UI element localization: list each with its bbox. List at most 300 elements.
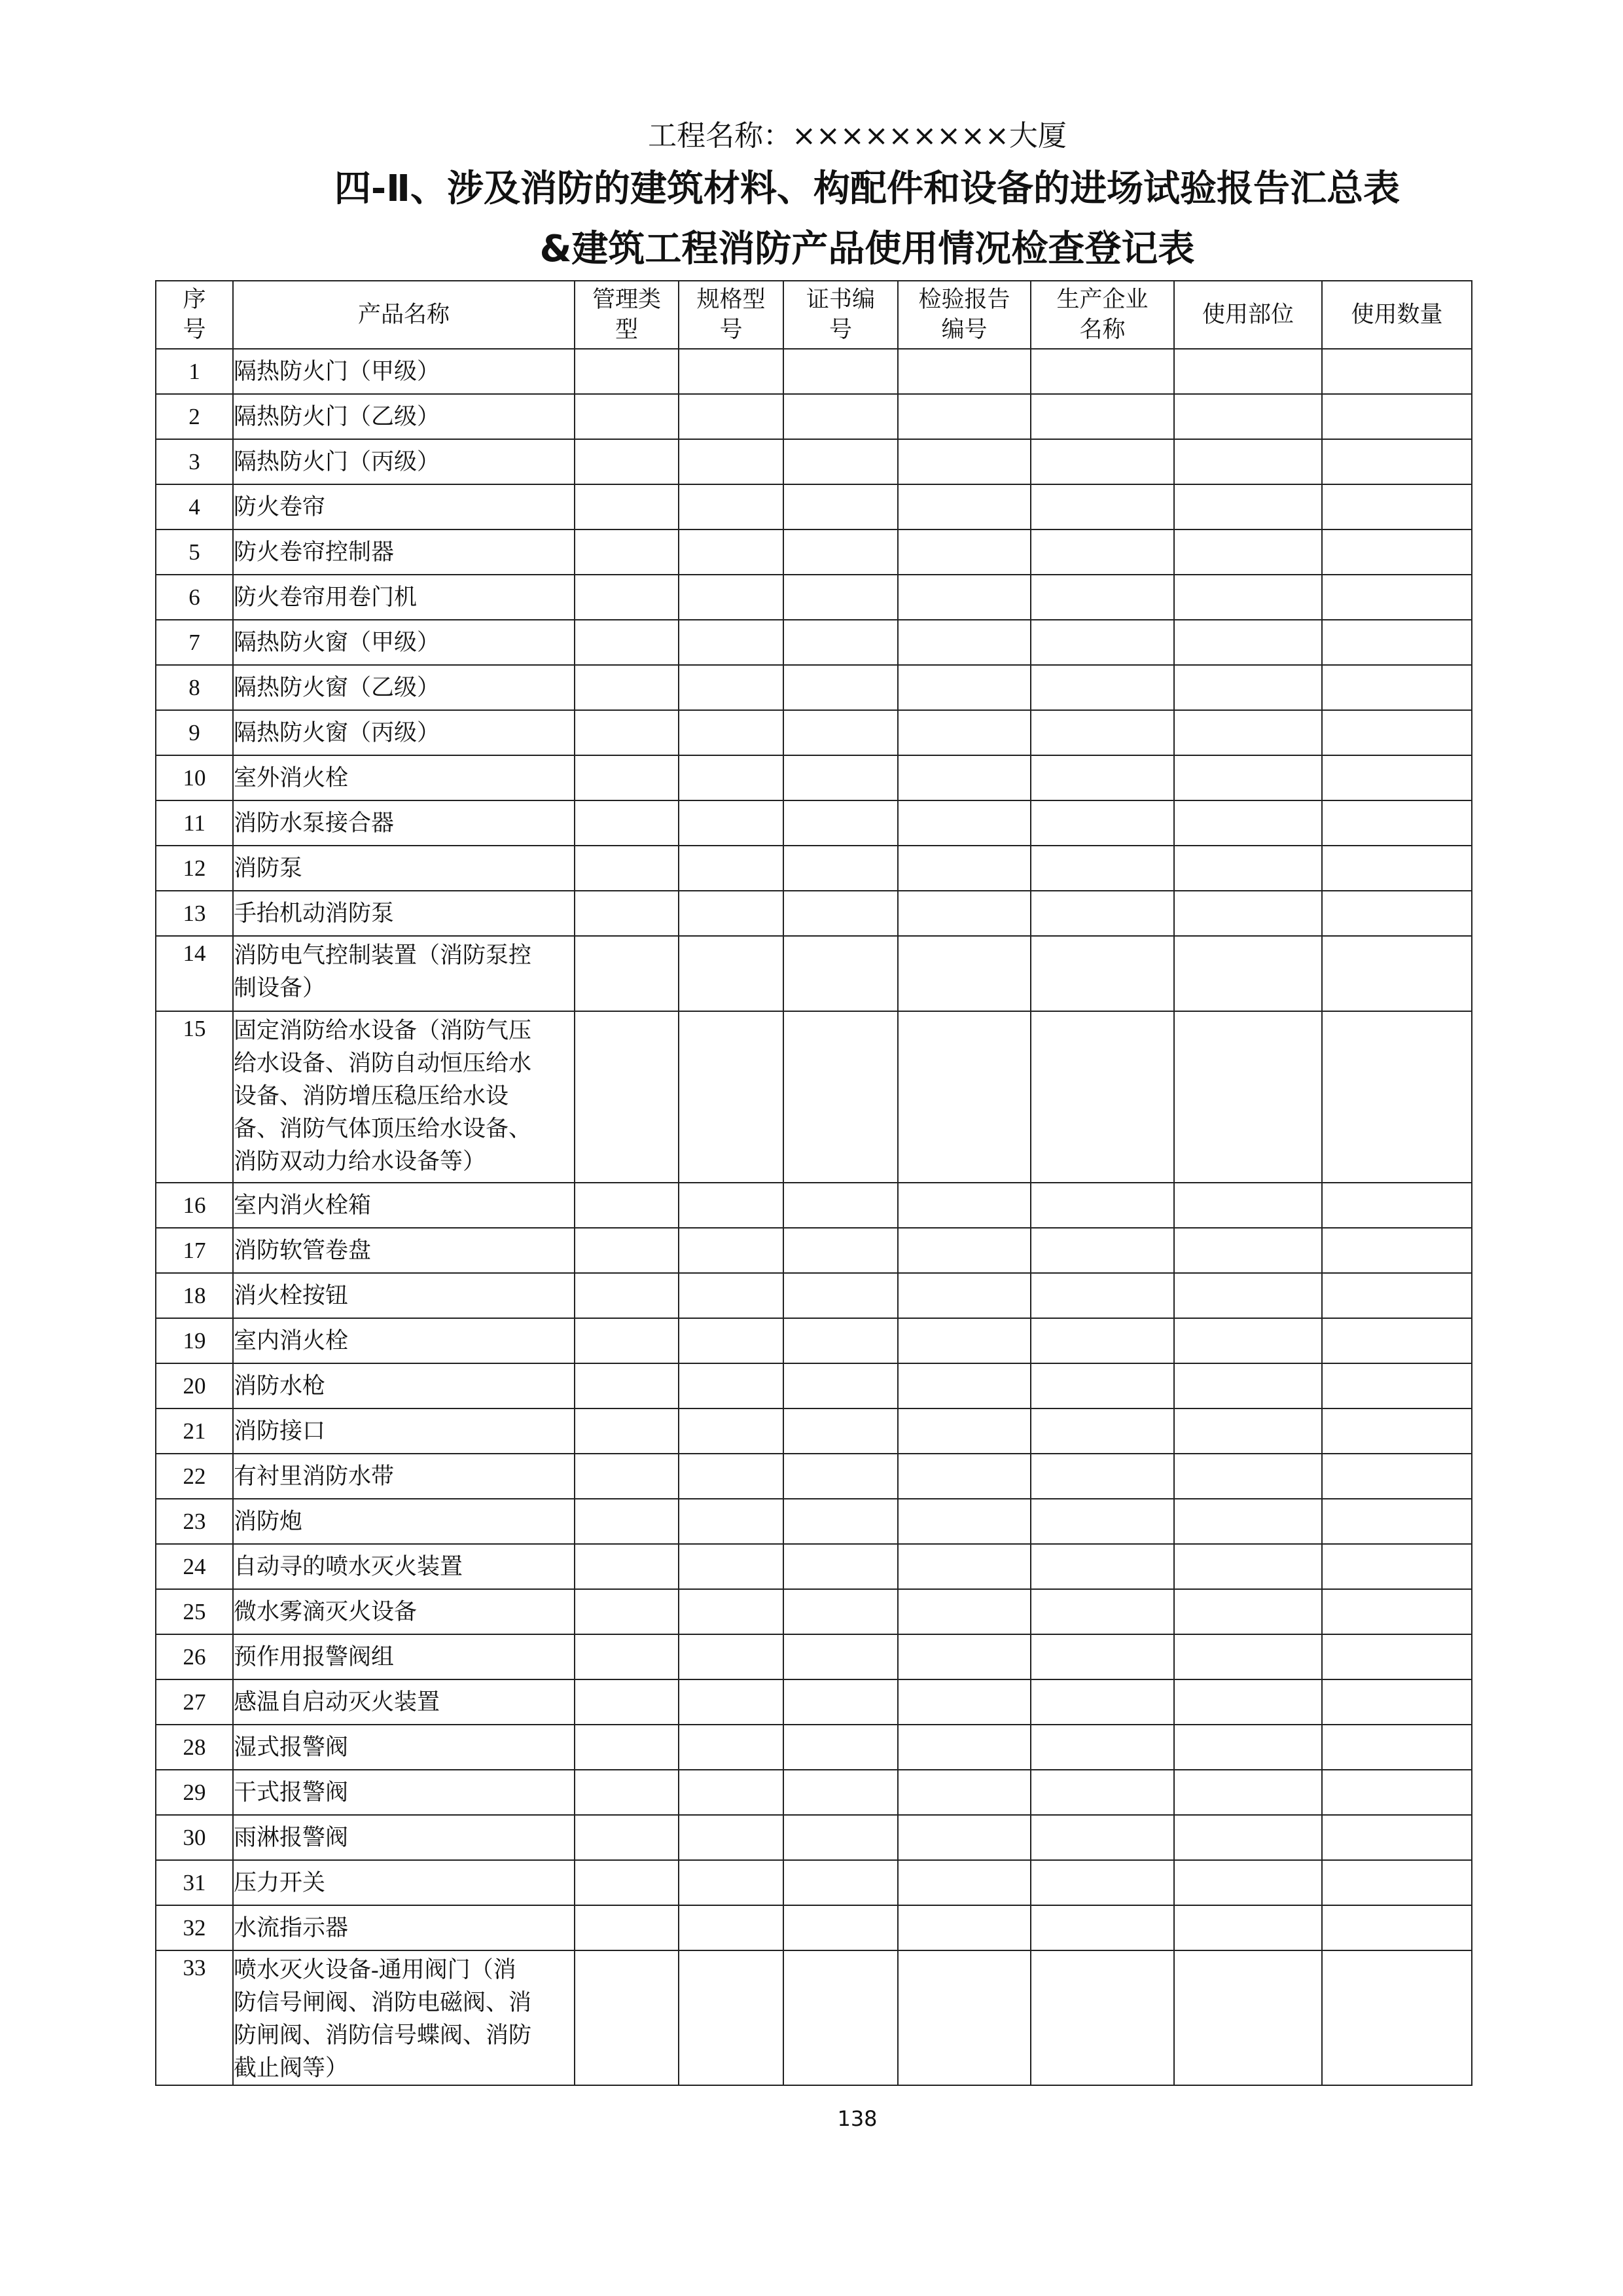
- quantity-cell[interactable]: [1322, 1408, 1472, 1454]
- type-cell[interactable]: [575, 1634, 679, 1679]
- location-cell[interactable]: [1174, 1183, 1322, 1228]
- product-name: [233, 575, 575, 620]
- location-cell[interactable]: [1174, 710, 1322, 755]
- spec-cell[interactable]: [679, 1318, 783, 1363]
- quantity-cell[interactable]: [1322, 620, 1472, 665]
- cert-cell[interactable]: [783, 575, 898, 620]
- report-cell[interactable]: [898, 755, 1031, 800]
- product-name: [233, 1950, 575, 2085]
- quantity-cell[interactable]: [1322, 1273, 1472, 1318]
- row-number: 3: [156, 439, 233, 484]
- maker-cell[interactable]: [1031, 1318, 1174, 1363]
- quantity-cell[interactable]: [1322, 755, 1472, 800]
- spec-cell[interactable]: [679, 1905, 783, 1950]
- product-name: [233, 1860, 575, 1905]
- spec-cell[interactable]: [679, 1860, 783, 1905]
- report-cell[interactable]: [898, 1815, 1031, 1860]
- report-cell[interactable]: [898, 575, 1031, 620]
- type-cell[interactable]: [575, 1011, 679, 1183]
- product-name: [233, 1634, 575, 1679]
- maker-cell[interactable]: [1031, 1589, 1174, 1634]
- type-cell[interactable]: [575, 484, 679, 529]
- report-cell[interactable]: [898, 665, 1031, 710]
- report-cell[interactable]: [898, 1454, 1031, 1499]
- location-cell[interactable]: [1174, 1011, 1322, 1183]
- quantity-cell[interactable]: [1322, 1499, 1472, 1544]
- product-name-line: 水流指示器: [234, 1914, 349, 1941]
- product-name: [233, 349, 575, 394]
- cert-cell[interactable]: [783, 1318, 898, 1363]
- cert-cell[interactable]: [783, 484, 898, 529]
- report-cell[interactable]: [898, 1679, 1031, 1725]
- type-cell[interactable]: [575, 1318, 679, 1363]
- report-cell[interactable]: [898, 1183, 1031, 1228]
- spec-cell[interactable]: [679, 936, 783, 1011]
- type-cell[interactable]: [575, 1950, 679, 2085]
- header-manufacturer: 生产企业 名称: [1031, 281, 1174, 349]
- cert-cell[interactable]: [783, 1011, 898, 1183]
- location-cell[interactable]: [1174, 1318, 1322, 1363]
- product-name: [233, 1499, 575, 1544]
- type-cell[interactable]: [575, 439, 679, 484]
- table-row: [156, 665, 1472, 710]
- quantity-cell[interactable]: [1322, 1183, 1472, 1228]
- title-line-2: &建筑工程消防产品使用情况检查登记表: [539, 228, 1195, 270]
- maker-cell[interactable]: [1031, 1408, 1174, 1454]
- type-cell[interactable]: [575, 575, 679, 620]
- report-cell[interactable]: [898, 1725, 1031, 1770]
- row-number: 20: [156, 1363, 233, 1408]
- spec-cell[interactable]: [679, 800, 783, 846]
- quantity-cell[interactable]: [1322, 349, 1472, 394]
- product-name-line: 防火卷帘控制器: [234, 539, 395, 565]
- cert-cell[interactable]: [783, 1725, 898, 1770]
- report-cell[interactable]: [898, 936, 1031, 1011]
- location-cell[interactable]: [1174, 1679, 1322, 1725]
- row-number: 11: [156, 800, 233, 846]
- product-name: [233, 1363, 575, 1408]
- maker-cell[interactable]: [1031, 1544, 1174, 1589]
- quantity-cell[interactable]: [1322, 800, 1472, 846]
- type-cell[interactable]: [575, 1228, 679, 1273]
- cert-cell[interactable]: [783, 800, 898, 846]
- spec-cell[interactable]: [679, 1454, 783, 1499]
- product-name: [233, 1589, 575, 1634]
- maker-cell[interactable]: [1031, 349, 1174, 394]
- type-cell[interactable]: [575, 1905, 679, 1950]
- table-row: [156, 1544, 1472, 1589]
- report-cell[interactable]: [898, 846, 1031, 891]
- maker-cell[interactable]: [1031, 1725, 1174, 1770]
- product-name: [233, 800, 575, 846]
- report-cell[interactable]: [898, 1408, 1031, 1454]
- maker-cell[interactable]: [1031, 755, 1174, 800]
- cert-cell[interactable]: [783, 1363, 898, 1408]
- maker-cell[interactable]: [1031, 1815, 1174, 1860]
- maker-cell[interactable]: [1031, 891, 1174, 936]
- table-row: [156, 710, 1472, 755]
- product-name: [233, 439, 575, 484]
- maker-cell[interactable]: [1031, 846, 1174, 891]
- spec-cell[interactable]: [679, 439, 783, 484]
- report-cell[interactable]: [898, 1589, 1031, 1634]
- maker-cell[interactable]: [1031, 575, 1174, 620]
- report-cell[interactable]: [898, 1363, 1031, 1408]
- cert-cell[interactable]: [783, 1634, 898, 1679]
- page-number: 138: [837, 2106, 878, 2131]
- cert-cell[interactable]: [783, 1860, 898, 1905]
- location-cell[interactable]: [1174, 394, 1322, 439]
- cert-cell[interactable]: [783, 755, 898, 800]
- quantity-cell[interactable]: [1322, 1228, 1472, 1273]
- type-cell[interactable]: [575, 1273, 679, 1318]
- cert-cell[interactable]: [783, 1408, 898, 1454]
- spec-cell[interactable]: [679, 1815, 783, 1860]
- cert-cell[interactable]: [783, 710, 898, 755]
- location-cell[interactable]: [1174, 891, 1322, 936]
- type-cell[interactable]: [575, 1363, 679, 1408]
- spec-cell[interactable]: [679, 1183, 783, 1228]
- type-cell[interactable]: [575, 800, 679, 846]
- location-cell[interactable]: [1174, 800, 1322, 846]
- location-cell[interactable]: [1174, 620, 1322, 665]
- location-cell[interactable]: [1174, 575, 1322, 620]
- quantity-cell[interactable]: [1322, 439, 1472, 484]
- cert-cell[interactable]: [783, 1905, 898, 1950]
- type-cell[interactable]: [575, 755, 679, 800]
- maker-cell[interactable]: [1031, 529, 1174, 575]
- cert-cell[interactable]: [783, 439, 898, 484]
- spec-cell[interactable]: [679, 846, 783, 891]
- row-number: 22: [156, 1454, 233, 1499]
- location-cell[interactable]: [1174, 1544, 1322, 1589]
- table-row: [156, 1589, 1472, 1634]
- spec-cell[interactable]: [679, 1363, 783, 1408]
- spec-cell[interactable]: [679, 1011, 783, 1183]
- spec-cell[interactable]: [679, 1725, 783, 1770]
- quantity-cell[interactable]: [1322, 1011, 1472, 1183]
- table-row: [156, 846, 1472, 891]
- maker-cell[interactable]: [1031, 1679, 1174, 1725]
- spec-cell[interactable]: [679, 529, 783, 575]
- maker-cell[interactable]: [1031, 1363, 1174, 1408]
- title-line-1: 四-Ⅱ、涉及消防的建筑材料、构配件和设备的进场试验报告汇总表: [334, 168, 1400, 210]
- type-cell[interactable]: [575, 846, 679, 891]
- product-name-line: 预作用报警阀组: [234, 1643, 395, 1670]
- row-number: 2: [156, 394, 233, 439]
- report-cell[interactable]: [898, 394, 1031, 439]
- report-cell[interactable]: [898, 1273, 1031, 1318]
- spec-cell[interactable]: [679, 349, 783, 394]
- quantity-cell[interactable]: [1322, 936, 1472, 1011]
- table-row: [156, 620, 1472, 665]
- quantity-cell[interactable]: [1322, 1589, 1472, 1634]
- spec-cell[interactable]: [679, 575, 783, 620]
- cert-cell[interactable]: [783, 1499, 898, 1544]
- report-cell[interactable]: [898, 1905, 1031, 1950]
- report-cell[interactable]: [898, 1770, 1031, 1815]
- quantity-cell[interactable]: [1322, 484, 1472, 529]
- type-cell[interactable]: [575, 665, 679, 710]
- spec-cell[interactable]: [679, 484, 783, 529]
- cert-cell[interactable]: [783, 1544, 898, 1589]
- type-cell[interactable]: [575, 936, 679, 1011]
- type-cell[interactable]: [575, 1679, 679, 1725]
- type-cell[interactable]: [575, 529, 679, 575]
- location-cell[interactable]: [1174, 1589, 1322, 1634]
- type-cell[interactable]: [575, 1589, 679, 1634]
- quantity-cell[interactable]: [1322, 891, 1472, 936]
- quantity-cell[interactable]: [1322, 529, 1472, 575]
- location-cell[interactable]: [1174, 1454, 1322, 1499]
- cert-cell[interactable]: [783, 936, 898, 1011]
- quantity-cell[interactable]: [1322, 1634, 1472, 1679]
- type-cell[interactable]: [575, 1183, 679, 1228]
- type-cell[interactable]: [575, 1499, 679, 1544]
- spec-cell[interactable]: [679, 1950, 783, 2085]
- type-cell[interactable]: [575, 710, 679, 755]
- maker-cell[interactable]: [1031, 439, 1174, 484]
- maker-cell[interactable]: [1031, 936, 1174, 1011]
- type-cell[interactable]: [575, 1725, 679, 1770]
- spec-cell[interactable]: [679, 1499, 783, 1544]
- product-name-line: 设备、消防增压稳压给水设: [234, 1083, 509, 1109]
- location-cell[interactable]: [1174, 349, 1322, 394]
- product-name: [233, 936, 575, 1011]
- row-number: 33: [156, 1950, 233, 2085]
- cert-cell[interactable]: [783, 665, 898, 710]
- spec-cell[interactable]: [679, 1634, 783, 1679]
- quantity-cell[interactable]: [1322, 394, 1472, 439]
- cert-cell[interactable]: [783, 1183, 898, 1228]
- location-cell[interactable]: [1174, 755, 1322, 800]
- cert-cell[interactable]: [783, 1770, 898, 1815]
- spec-cell[interactable]: [679, 665, 783, 710]
- fire-products-table: [155, 280, 1472, 2086]
- product-name-line: 防火卷帘: [234, 493, 326, 520]
- location-cell[interactable]: [1174, 846, 1322, 891]
- maker-cell[interactable]: [1031, 1273, 1174, 1318]
- report-cell[interactable]: [898, 439, 1031, 484]
- maker-cell[interactable]: [1031, 1950, 1174, 2085]
- product-name-line: 固定消防给水设备（消防气压: [234, 1018, 532, 1043]
- type-cell[interactable]: [575, 1860, 679, 1905]
- location-cell[interactable]: [1174, 1860, 1322, 1905]
- cert-cell[interactable]: [783, 1679, 898, 1725]
- report-cell[interactable]: [898, 891, 1031, 936]
- product-name: [233, 484, 575, 529]
- spec-cell[interactable]: [679, 755, 783, 800]
- maker-cell[interactable]: [1031, 1770, 1174, 1815]
- product-name: [233, 1408, 575, 1454]
- cert-cell[interactable]: [783, 1950, 898, 2085]
- report-cell[interactable]: [898, 800, 1031, 846]
- product-name: [233, 1228, 575, 1273]
- product-name-line: 室内消火栓: [234, 1327, 349, 1354]
- product-name: [233, 1454, 575, 1499]
- maker-cell[interactable]: [1031, 800, 1174, 846]
- location-cell[interactable]: [1174, 1950, 1322, 2085]
- product-name: [233, 1011, 575, 1183]
- type-cell[interactable]: [575, 891, 679, 936]
- row-number: 26: [156, 1634, 233, 1679]
- cert-cell[interactable]: [783, 349, 898, 394]
- report-cell[interactable]: [898, 1011, 1031, 1183]
- quantity-cell[interactable]: [1322, 575, 1472, 620]
- type-cell[interactable]: [575, 1408, 679, 1454]
- report-cell[interactable]: [898, 1634, 1031, 1679]
- row-number: 9: [156, 710, 233, 755]
- type-cell[interactable]: [575, 1454, 679, 1499]
- location-cell[interactable]: [1174, 1499, 1322, 1544]
- spec-cell[interactable]: [679, 394, 783, 439]
- quantity-cell[interactable]: [1322, 1815, 1472, 1860]
- maker-cell[interactable]: [1031, 1011, 1174, 1183]
- quantity-cell[interactable]: [1322, 1770, 1472, 1815]
- type-cell[interactable]: [575, 1770, 679, 1815]
- product-name: [233, 1770, 575, 1815]
- report-cell[interactable]: [898, 1318, 1031, 1363]
- spec-cell[interactable]: [679, 1589, 783, 1634]
- report-cell[interactable]: [898, 484, 1031, 529]
- quantity-cell[interactable]: [1322, 1725, 1472, 1770]
- spec-cell[interactable]: [679, 1770, 783, 1815]
- product-name-line: 隔热防火门（乙级）: [234, 403, 440, 429]
- location-cell[interactable]: [1174, 439, 1322, 484]
- report-cell[interactable]: [898, 1860, 1031, 1905]
- row-number: 8: [156, 665, 233, 710]
- maker-cell[interactable]: [1031, 1634, 1174, 1679]
- spec-cell[interactable]: [679, 1544, 783, 1589]
- cert-cell[interactable]: [783, 846, 898, 891]
- row-number: 6: [156, 575, 233, 620]
- type-cell[interactable]: [575, 394, 679, 439]
- product-name-line: 自动寻的喷水灭火装置: [234, 1553, 463, 1579]
- quantity-cell[interactable]: [1322, 846, 1472, 891]
- report-cell[interactable]: [898, 1499, 1031, 1544]
- spec-cell[interactable]: [679, 891, 783, 936]
- cert-cell[interactable]: [783, 620, 898, 665]
- product-name-line: 消防软管卷盘: [234, 1237, 372, 1263]
- location-cell[interactable]: [1174, 1228, 1322, 1273]
- table-row: [156, 1318, 1472, 1363]
- location-cell[interactable]: [1174, 1408, 1322, 1454]
- cert-cell[interactable]: [783, 1228, 898, 1273]
- report-cell[interactable]: [898, 1544, 1031, 1589]
- product-name-line: 消防接口: [234, 1418, 326, 1444]
- product-name: [233, 1544, 575, 1589]
- report-cell[interactable]: [898, 1228, 1031, 1273]
- product-name: [233, 1273, 575, 1318]
- quantity-cell[interactable]: [1322, 1905, 1472, 1950]
- cert-cell[interactable]: [783, 529, 898, 575]
- cert-cell[interactable]: [783, 394, 898, 439]
- table-row: [156, 1363, 1472, 1408]
- maker-cell[interactable]: [1031, 710, 1174, 755]
- location-cell[interactable]: [1174, 484, 1322, 529]
- maker-cell[interactable]: [1031, 484, 1174, 529]
- quantity-cell[interactable]: [1322, 1950, 1472, 2085]
- location-cell[interactable]: [1174, 1273, 1322, 1318]
- spec-cell[interactable]: [679, 1679, 783, 1725]
- location-cell[interactable]: [1174, 1634, 1322, 1679]
- maker-cell[interactable]: [1031, 1905, 1174, 1950]
- maker-cell[interactable]: [1031, 1454, 1174, 1499]
- cert-cell[interactable]: [783, 1815, 898, 1860]
- row-number: 28: [156, 1725, 233, 1770]
- location-cell[interactable]: [1174, 1363, 1322, 1408]
- maker-cell[interactable]: [1031, 1183, 1174, 1228]
- row-number: 27: [156, 1679, 233, 1725]
- table-row: [156, 1499, 1472, 1544]
- cert-cell[interactable]: [783, 891, 898, 936]
- maker-cell[interactable]: [1031, 620, 1174, 665]
- product-name-line: 隔热防火门（甲级）: [234, 358, 440, 384]
- maker-cell[interactable]: [1031, 1860, 1174, 1905]
- report-cell[interactable]: [898, 349, 1031, 394]
- spec-cell[interactable]: [679, 1273, 783, 1318]
- row-number: 21: [156, 1408, 233, 1454]
- quantity-cell[interactable]: [1322, 1363, 1472, 1408]
- quantity-cell[interactable]: [1322, 1679, 1472, 1725]
- type-cell[interactable]: [575, 1544, 679, 1589]
- product-name: [233, 1815, 575, 1860]
- quantity-cell[interactable]: [1322, 1318, 1472, 1363]
- report-cell[interactable]: [898, 1950, 1031, 2085]
- maker-cell[interactable]: [1031, 1228, 1174, 1273]
- spec-cell[interactable]: [679, 1408, 783, 1454]
- table-row: [156, 891, 1472, 936]
- cert-cell[interactable]: [783, 1589, 898, 1634]
- cert-cell[interactable]: [783, 1273, 898, 1318]
- quantity-cell[interactable]: [1322, 1544, 1472, 1589]
- spec-cell[interactable]: [679, 1228, 783, 1273]
- product-name-line: 室外消火栓: [234, 764, 349, 791]
- location-cell[interactable]: [1174, 1725, 1322, 1770]
- location-cell[interactable]: [1174, 1770, 1322, 1815]
- table-row: [156, 936, 1472, 1011]
- location-cell[interactable]: [1174, 1905, 1322, 1950]
- report-cell[interactable]: [898, 620, 1031, 665]
- quantity-cell[interactable]: [1322, 1860, 1472, 1905]
- report-cell[interactable]: [898, 529, 1031, 575]
- cert-cell[interactable]: [783, 1454, 898, 1499]
- location-cell[interactable]: [1174, 529, 1322, 575]
- type-cell[interactable]: [575, 349, 679, 394]
- maker-cell[interactable]: [1031, 665, 1174, 710]
- quantity-cell[interactable]: [1322, 665, 1472, 710]
- quantity-cell[interactable]: [1322, 1454, 1472, 1499]
- product-name: [233, 394, 575, 439]
- type-cell[interactable]: [575, 1815, 679, 1860]
- type-cell[interactable]: [575, 620, 679, 665]
- table-row: [156, 349, 1472, 394]
- location-cell[interactable]: [1174, 665, 1322, 710]
- product-name-line: 消火栓按钮: [234, 1282, 349, 1308]
- spec-cell[interactable]: [679, 710, 783, 755]
- product-name-line: 隔热防火窗（丙级）: [234, 719, 440, 745]
- location-cell[interactable]: [1174, 936, 1322, 1011]
- location-cell[interactable]: [1174, 1815, 1322, 1860]
- quantity-cell[interactable]: [1322, 710, 1472, 755]
- report-cell[interactable]: [898, 710, 1031, 755]
- table-row: [156, 1183, 1472, 1228]
- maker-cell[interactable]: [1031, 1499, 1174, 1544]
- spec-cell[interactable]: [679, 620, 783, 665]
- header-certificate-no: 证书编 号: [783, 281, 898, 349]
- product-name-line: 压力开关: [234, 1869, 326, 1895]
- maker-cell[interactable]: [1031, 394, 1174, 439]
